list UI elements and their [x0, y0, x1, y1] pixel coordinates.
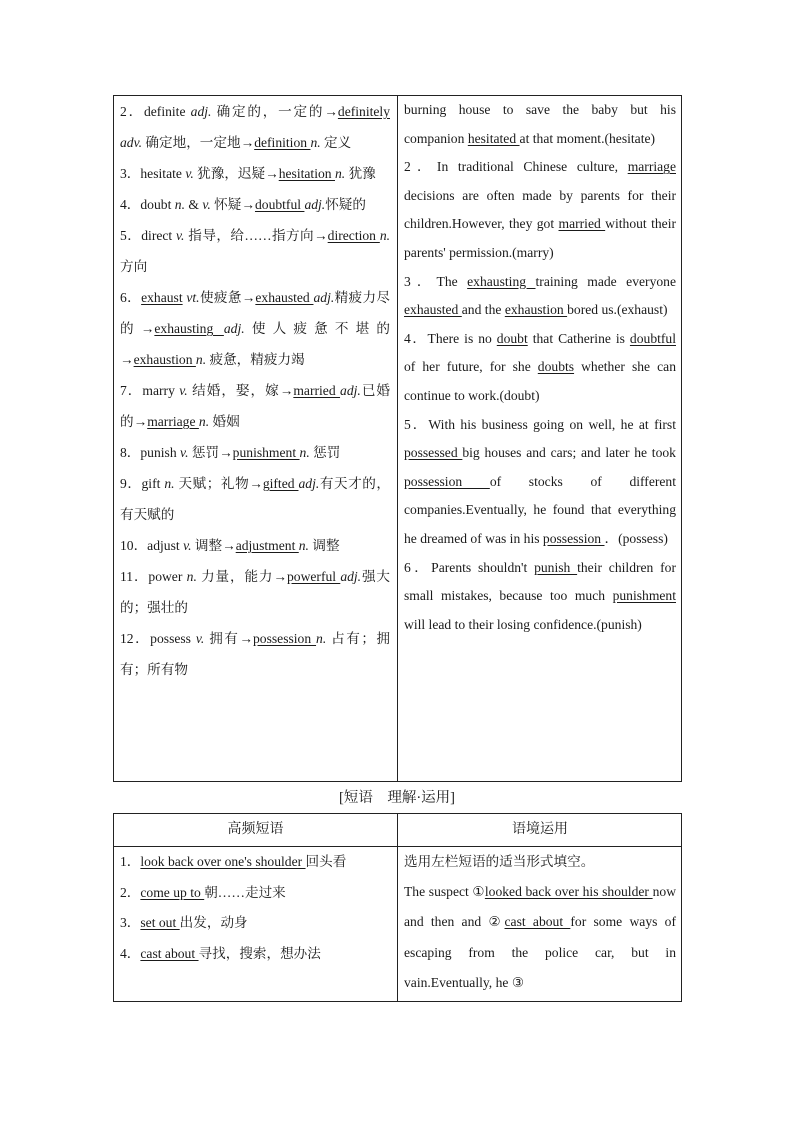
word-family-entry — [120, 158, 390, 189]
entry-text: 强大的；强壮的 — [120, 569, 390, 615]
header-context-usage: 语境运用 — [512, 822, 568, 837]
answer-blank: adjustment — [235, 538, 299, 553]
entry-text: 怀疑→ — [210, 197, 255, 212]
practice-sentence — [404, 96, 676, 153]
phrase-entry — [120, 939, 390, 970]
word-family-entry — [120, 561, 390, 623]
entry-text: 8．punish — [120, 445, 181, 460]
word-family-entry — [120, 220, 390, 282]
entry-text: 方向 — [120, 259, 148, 274]
phrase-entry — [120, 878, 390, 909]
word-family-entry — [120, 623, 390, 685]
entry-text: n. — [195, 352, 207, 367]
column-divider — [397, 96, 398, 781]
entry-text: n. — [164, 476, 175, 491]
answer-blank: married — [293, 383, 341, 398]
answer-blank: possession — [252, 631, 317, 646]
entry-text: 指导，给……指方向→ — [184, 228, 328, 243]
entry-text: burning house to save the baby but his companion — [404, 102, 676, 146]
entry-text: 确定的，一定的→ — [211, 104, 338, 119]
section-title: [短语 理解·运用] — [339, 790, 455, 806]
answer-blank: cast about — [504, 914, 571, 930]
entry-text: whether she can continue to work.(doubt) — [404, 359, 676, 403]
entry-text: v. — [176, 228, 185, 243]
phrase-table — [113, 813, 682, 1002]
entry-text: 已婚的→ — [120, 383, 391, 429]
entry-text: their children for small mistakes, because too much — [404, 559, 676, 604]
entry-text: v. — [180, 445, 189, 460]
word-family-entry — [120, 375, 390, 437]
entry-text: for some ways of escaping from the police car, but in vain.Eventually, he ③ — [404, 914, 676, 990]
answer-blank: punish — [534, 559, 578, 575]
entry-text: 调整 — [308, 538, 340, 553]
answer-blank: exhausting — [154, 321, 224, 336]
entry-text: 使人疲惫不堪的→ — [120, 321, 391, 367]
entry-text: 犹豫 — [345, 166, 376, 181]
entry-text: 怀疑的 — [325, 197, 366, 212]
entry-text: & — [184, 197, 203, 212]
word-family-entry — [120, 437, 390, 468]
answer-blank: come up to — [140, 884, 205, 900]
entry-text: that Catherine is — [527, 330, 630, 346]
entry-text: at that moment.(hesitate) — [519, 130, 656, 146]
entry-text: 寻找，搜索，想办法 — [198, 945, 321, 961]
entry-text: 2．In traditional Chinese culture, — [404, 159, 628, 175]
answer-blank: looked back over his shoulder — [484, 884, 653, 900]
practice-instruction: 选用左栏短语的适当形式填空。 — [404, 854, 595, 869]
answer-blank: hesitation — [278, 166, 335, 181]
word-family-column — [120, 96, 390, 685]
entry-text: adj. — [190, 104, 212, 119]
answer-blank: direction — [327, 228, 380, 243]
phrase-list — [120, 847, 390, 969]
answer-blank: exhaustion — [504, 302, 568, 318]
entry-text: 使疲惫→ — [199, 290, 256, 305]
practice-sentence — [404, 411, 676, 554]
entry-text: 4． — [120, 945, 141, 961]
answer-blank: exhaust — [141, 290, 183, 305]
entry-text: 拥有→ — [204, 631, 253, 646]
entry-text: adj. — [340, 569, 362, 584]
phrase-entry — [120, 847, 390, 878]
word-family-entry — [120, 282, 390, 375]
answer-blank: exhausting — [467, 273, 536, 289]
entry-text: adj. — [223, 321, 245, 336]
answer-blank: hesitated — [467, 130, 520, 146]
entry-text: 7．marry — [120, 383, 180, 398]
word-family-entry — [120, 189, 390, 220]
entry-text: 精疲力尽的→ — [120, 290, 391, 336]
entry-text: 3．The — [404, 273, 468, 289]
entry-text: 11．power — [120, 569, 187, 584]
entry-text: n. — [174, 197, 185, 212]
entry-text: vt. — [182, 290, 200, 305]
answer-blank: cast about — [140, 945, 199, 961]
phrase-practice — [404, 847, 676, 998]
phrase-entry — [120, 908, 390, 939]
answer-blank: definitely — [337, 104, 390, 119]
entry-text: n. — [186, 569, 197, 584]
answer-blank: set out — [140, 915, 180, 930]
entry-text: 4．There is no — [404, 330, 497, 346]
answer-blank: marriage — [627, 159, 676, 175]
entry-text: 3． — [120, 915, 141, 930]
entry-text: v. — [195, 631, 205, 646]
answer-blank: exhausted — [404, 302, 462, 318]
practice-passage — [404, 877, 676, 998]
entry-text: 犹豫，迟疑→ — [193, 166, 279, 181]
entry-text: 有天才的，有天赋的 — [120, 476, 390, 522]
answer-blank: punishment — [232, 445, 300, 460]
entry-text: v. — [179, 383, 188, 398]
entry-text: 天赋；礼物→ — [174, 476, 263, 491]
answer-blank: gifted — [262, 476, 299, 491]
entry-text: training made everyone — [535, 273, 676, 289]
entry-text: 12．possess — [120, 631, 196, 646]
entry-text: v. — [183, 538, 192, 553]
entry-text: 出发，动身 — [179, 915, 248, 930]
entry-text: 定义 — [320, 135, 352, 150]
entry-text: adj. — [304, 197, 326, 212]
entry-text: of her future, for she — [404, 359, 538, 375]
entry-text: 9．gift — [120, 476, 165, 491]
entry-text: n. — [379, 228, 391, 243]
word-family-entry — [120, 468, 390, 530]
entry-text: v. — [185, 166, 194, 181]
answer-blank: punishment — [612, 588, 676, 604]
entry-text: n. — [334, 166, 346, 181]
answer-blank: powerful — [286, 569, 341, 584]
entry-text: 2．definite — [120, 104, 191, 119]
entry-text: 确定地，一定地→ — [142, 135, 255, 150]
entry-text: 6． — [120, 290, 142, 305]
entry-text: and the — [461, 302, 505, 318]
word-family-entry — [120, 96, 390, 158]
entry-text: adj. — [313, 290, 335, 305]
practice-sentence — [404, 268, 676, 325]
entry-text: The suspect ① — [404, 884, 485, 900]
answer-blank: doubtful — [629, 330, 676, 346]
entry-text: 婚姻 — [209, 414, 240, 429]
entry-text: 朝……走过来 — [204, 884, 286, 900]
practice-sentence — [404, 153, 676, 267]
entry-text: 6．Parents shouldn't — [404, 559, 535, 575]
vocabulary-table — [113, 95, 682, 782]
practice-sentence — [404, 325, 676, 411]
entry-text: 2． — [120, 884, 141, 900]
entry-text: 5．direct — [120, 228, 177, 243]
entry-text: n. — [198, 414, 210, 429]
entry-text: without their parents' permission.(marry) — [404, 216, 676, 260]
header-high-frequency-phrases: 高频短语 — [227, 822, 284, 837]
entry-text: 疲惫，精疲力竭 — [206, 352, 305, 367]
entry-text: n. — [299, 445, 310, 460]
entry-text: 结婚，娶，嫁→ — [187, 383, 294, 398]
word-family-entry — [120, 530, 390, 561]
answer-blank: possession — [404, 473, 490, 489]
context-practice-column — [404, 96, 676, 639]
answer-blank: possessed — [404, 445, 463, 461]
entry-text: big houses and cars; and later he took — [462, 445, 676, 461]
answer-blank: definition — [254, 135, 311, 150]
answer-blank: exhausted — [255, 290, 314, 305]
entry-text: v. — [202, 197, 211, 212]
answer-blank: marriage — [147, 414, 199, 429]
answer-blank: exhaustion — [133, 352, 196, 367]
answer-blank: married — [558, 216, 606, 232]
entry-text: ．(possess) — [604, 530, 668, 546]
answer-blank: look back over one's shoulder — [140, 854, 306, 869]
answer-blank: possession — [542, 530, 605, 546]
entry-text: 调整→ — [191, 538, 236, 553]
entry-text: bored us.(exhaust) — [567, 302, 668, 318]
entry-text: n. — [298, 538, 309, 553]
entry-text: 1． — [120, 854, 141, 869]
entry-text: 惩罚 — [309, 445, 341, 460]
entry-text: 10．adjust — [120, 538, 184, 553]
entry-text: n. — [316, 631, 327, 646]
practice-sentence — [404, 554, 676, 640]
entry-text: adj. — [298, 476, 320, 491]
answer-blank: doubtful — [254, 197, 305, 212]
entry-text: n. — [310, 135, 321, 150]
entry-text: now and then and ② — [404, 884, 677, 930]
entry-text: will lead to their losing confidence.(punish) — [404, 616, 642, 632]
entry-text: 回头看 — [305, 854, 347, 869]
entry-text: 力量，能力→ — [196, 569, 287, 584]
entry-text: adv. — [120, 135, 143, 150]
entry-text: 3．hesitate — [120, 166, 186, 181]
entry-text: adj. — [340, 383, 361, 398]
entry-text: of stocks of different companies.Eventually, he found that everything he dreamed of was in his — [404, 473, 676, 546]
answer-blank: doubts — [537, 359, 575, 375]
entry-text: decisions are often made by parents for their children.However, they got — [404, 187, 676, 232]
entry-text: 4．doubt — [120, 197, 175, 212]
entry-text: 5．With his business going on well, he at first — [404, 416, 676, 432]
entry-text: 惩罚→ — [188, 445, 233, 460]
entry-text: 占有；拥有；所有物 — [120, 631, 391, 677]
answer-blank: doubt — [496, 330, 528, 346]
